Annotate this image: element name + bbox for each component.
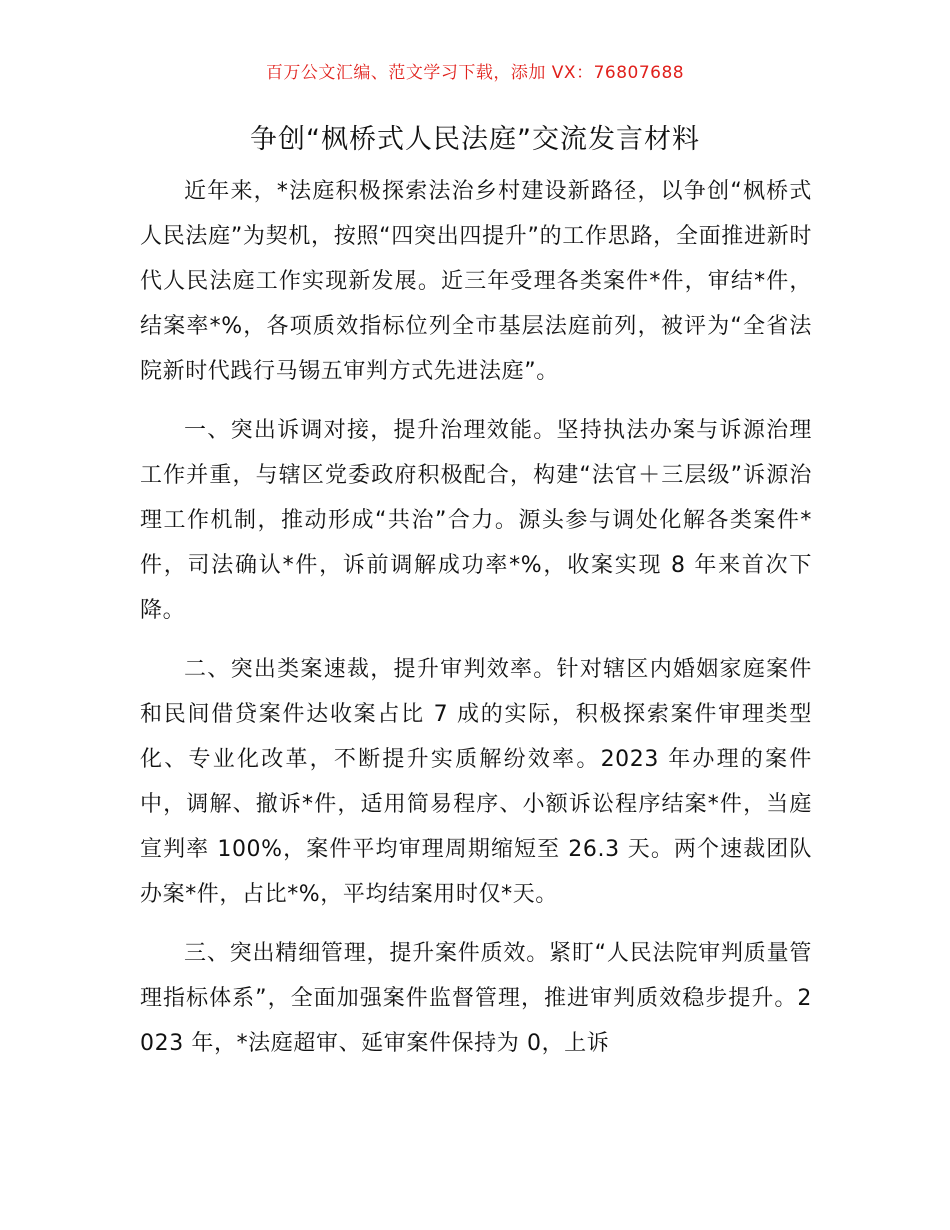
document-body [140,169,812,1080]
paragraph-section-3: 三、突出精细管理，提升案件质效。紧盯“人民法院审判质量管理指标体系”，全面加强案件监督管理，推进审判质效稳步提升。2023 年，*法庭超审、延审案件保持为 0，上诉 [140,941,812,1056]
paragraph-intro: 近年来，*法庭积极探索法治乡村建设新路径，以争创“枫桥式人民法庭”为契机，按照“四突出四提升”的工作思路，全面推进新时代人民法庭工作实现新发展。近三年受理各类案件*件，审结*件，结案率*%，各项质效指标位列全市基层法庭前列，被评为“全省法院新时代践行马锡五审判方式先进法庭”。 [140,179,812,384]
watermark-banner: 百万公文汇编、范文学习下载，添加 VX：76807688 [265,63,685,83]
paragraph-section-1: 一、突出诉调对接，提升治理效能。坚持执法办案与诉源治理工作并重，与辖区党委政府积极配合，构建“法官＋三层级”诉源治理工作机制，推动形成“共治”合力。源头参与调处化解各类案件*件，司法确认*件，诉前调解成功率*%，收案实现 8 年来首次下降。 [140,418,812,623]
document-title: 争创“枫桥式人民法庭”交流发言材料 [250,124,700,155]
paragraph-section-2: 二、突出类案速裁，提升审判效率。针对辖区内婚姻家庭案件和民间借贷案件达收案占比 7 成的实际，积极探索案件审理类型化、专业化改革，不断提升实质解纷效率。2023 年办理的案件中，调解、撤诉*件，适用简易程序、小额诉讼程序结案*件，当庭宣判率 100%，案件平均审理周期缩短至 26.3 天。两个速裁团队办案*件，占比*%，平均结案用时仅*天。 [140,657,812,907]
